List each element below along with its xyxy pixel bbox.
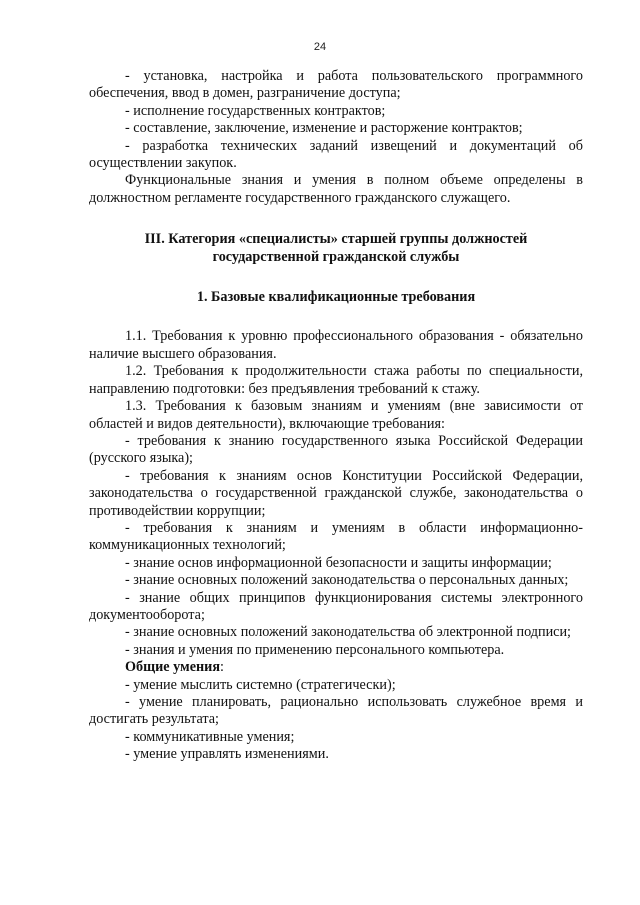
subsection-heading: 1. Базовые квалификационные требования: [196, 289, 476, 306]
general-skills-colon: :: [220, 659, 224, 676]
paragraph: - требования к знаниям основ Конституции Российской Федерации, законодательства о государственной гражданской службе, законодательства о противодействии коррупции;: [89, 467, 583, 519]
paragraph: - разработка технических заданий извещений и документаций об осуществлении закупок.: [89, 137, 583, 172]
paragraph: 1.1. Требования к уровню профессионального образования - обязательно наличие высшего образования.: [89, 328, 583, 362]
paragraph: - требования к знанию государственного языка Российской Федерации (русского языка);: [89, 432, 583, 467]
page-number: 24: [313, 41, 327, 53]
paragraph: - умение управлять изменениями.: [125, 746, 329, 763]
section-heading-line: государственной гражданской службы: [212, 248, 460, 265]
paragraph: - исполнение государственных контрактов;: [125, 102, 386, 119]
paragraph: 1.3. Требования к базовым знаниям и умениям (вне зависимости от областей и видов деятельности), включающие требования:: [89, 398, 583, 432]
paragraph: - умение мыслить системно (стратегически);: [125, 676, 396, 693]
paragraph: - составление, заключение, изменение и расторжение контрактов;: [125, 120, 523, 137]
paragraph: - знание общих принципов функционирования системы электронного документооборота;: [89, 589, 583, 623]
paragraph: - знание основных положений законодательства о персональных данных;: [125, 572, 569, 589]
general-skills-heading: [89, 659, 583, 676]
paragraph: - знание основ информационной безопасности и защиты информации;: [125, 554, 552, 571]
paragraph: - знания и умения по применению персонального компьютера.: [125, 641, 505, 658]
page-body: [89, 68, 583, 764]
paragraph: - умение планировать, рационально использовать служебное время и достигать результата;: [89, 694, 583, 728]
section-heading: [89, 231, 583, 266]
paragraph: - коммуникативные умения;: [125, 728, 295, 745]
paragraph: - требования к знаниям и умениям в области информационно-коммуникационных технологий;: [89, 519, 583, 554]
section-heading-line: III. Категория «специалисты» старшей группы должностей: [144, 231, 528, 248]
general-skills-title: Общие умения: [125, 659, 221, 676]
paragraph: - установка, настройка и работа пользовательского программного обеспечения, ввод в домен, разграничение доступа;: [89, 68, 583, 102]
paragraph: - знание основных положений законодательства об электронной подписи;: [125, 624, 572, 641]
paragraph: 1.2. Требования к продолжительности стажа работы по специальности, направлению подготовки: без предъявления требований к стажу.: [89, 363, 583, 397]
paragraph: Функциональные знания и умения в полном объеме определены в должностном регламенте государственного гражданского служащего.: [89, 172, 583, 206]
